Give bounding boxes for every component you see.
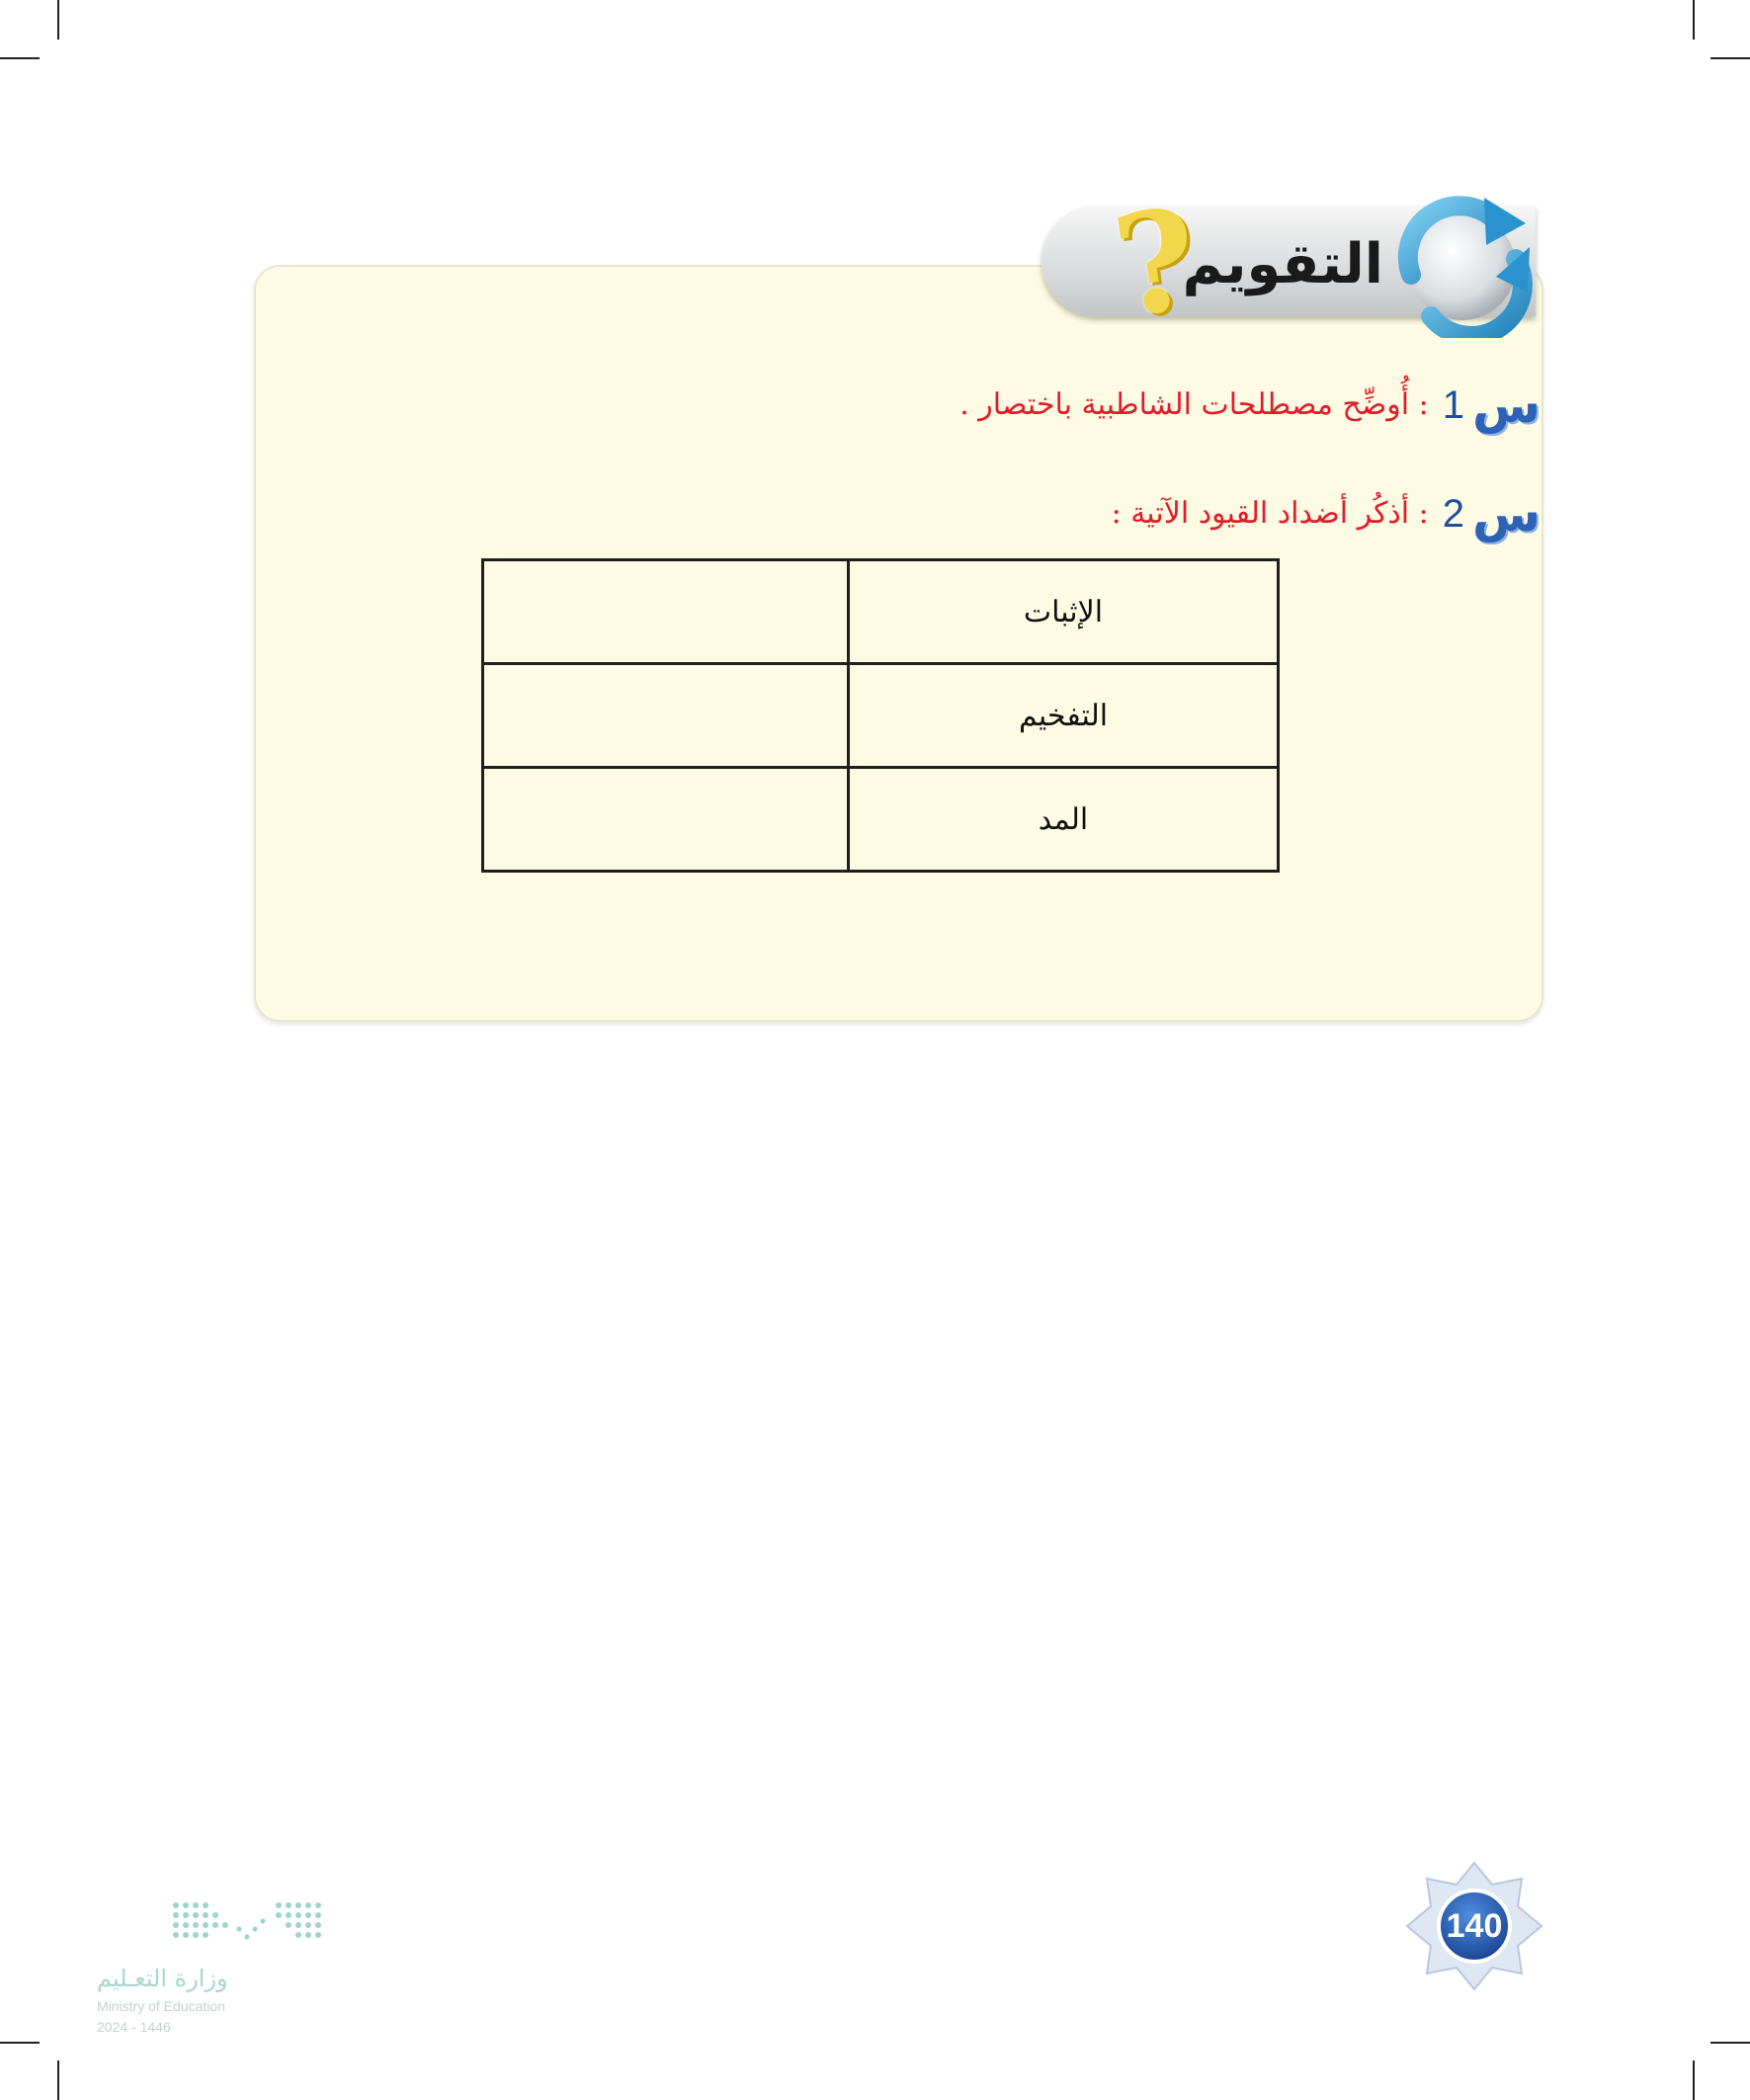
ministry-logo-icon (168, 1897, 326, 1947)
crop-mark (0, 57, 40, 59)
section-title: التقويم (1182, 232, 1383, 296)
ministry-year: 2024 - 1446 (97, 2019, 171, 2035)
refresh-arrow-icon (1381, 190, 1538, 338)
question-mark-icon: ? (1104, 178, 1208, 350)
ministry-name-ar: وزارة التعـليم (97, 1965, 228, 1992)
term-cell: التفخيم (849, 664, 1279, 768)
table-row (483, 664, 1279, 768)
ministry-name-en: Ministry of Education (97, 1998, 225, 2014)
question-1 (959, 376, 1541, 435)
answer-cell[interactable] (483, 560, 849, 664)
question-text: : أذكُر أضداد القيود الآتية : (1111, 496, 1429, 531)
crop-mark (0, 2042, 40, 2044)
crop-mark (1693, 0, 1695, 40)
question-badge: س (1472, 485, 1541, 543)
question-2 (1112, 484, 1541, 544)
opposites-table (481, 558, 1280, 873)
crop-mark (57, 0, 59, 40)
table-row (483, 768, 1279, 872)
answer-cell[interactable] (483, 768, 849, 872)
answer-cell[interactable] (483, 664, 849, 768)
crop-mark (1693, 2060, 1695, 2100)
table-row (483, 560, 1279, 664)
question-text: : أُوضِّح مصطلحات الشاطبية باختصار . (959, 387, 1429, 422)
crop-mark (57, 2060, 59, 2100)
term-cell: الإثبات (849, 560, 1279, 664)
page-number: 140 (1446, 1907, 1503, 1945)
crop-mark (1710, 2042, 1750, 2044)
question-number: 1 (1442, 383, 1464, 427)
term-cell: المد (849, 768, 1279, 872)
question-badge: س (1472, 377, 1541, 434)
crop-mark (1710, 57, 1750, 59)
question-number: 2 (1442, 492, 1464, 536)
